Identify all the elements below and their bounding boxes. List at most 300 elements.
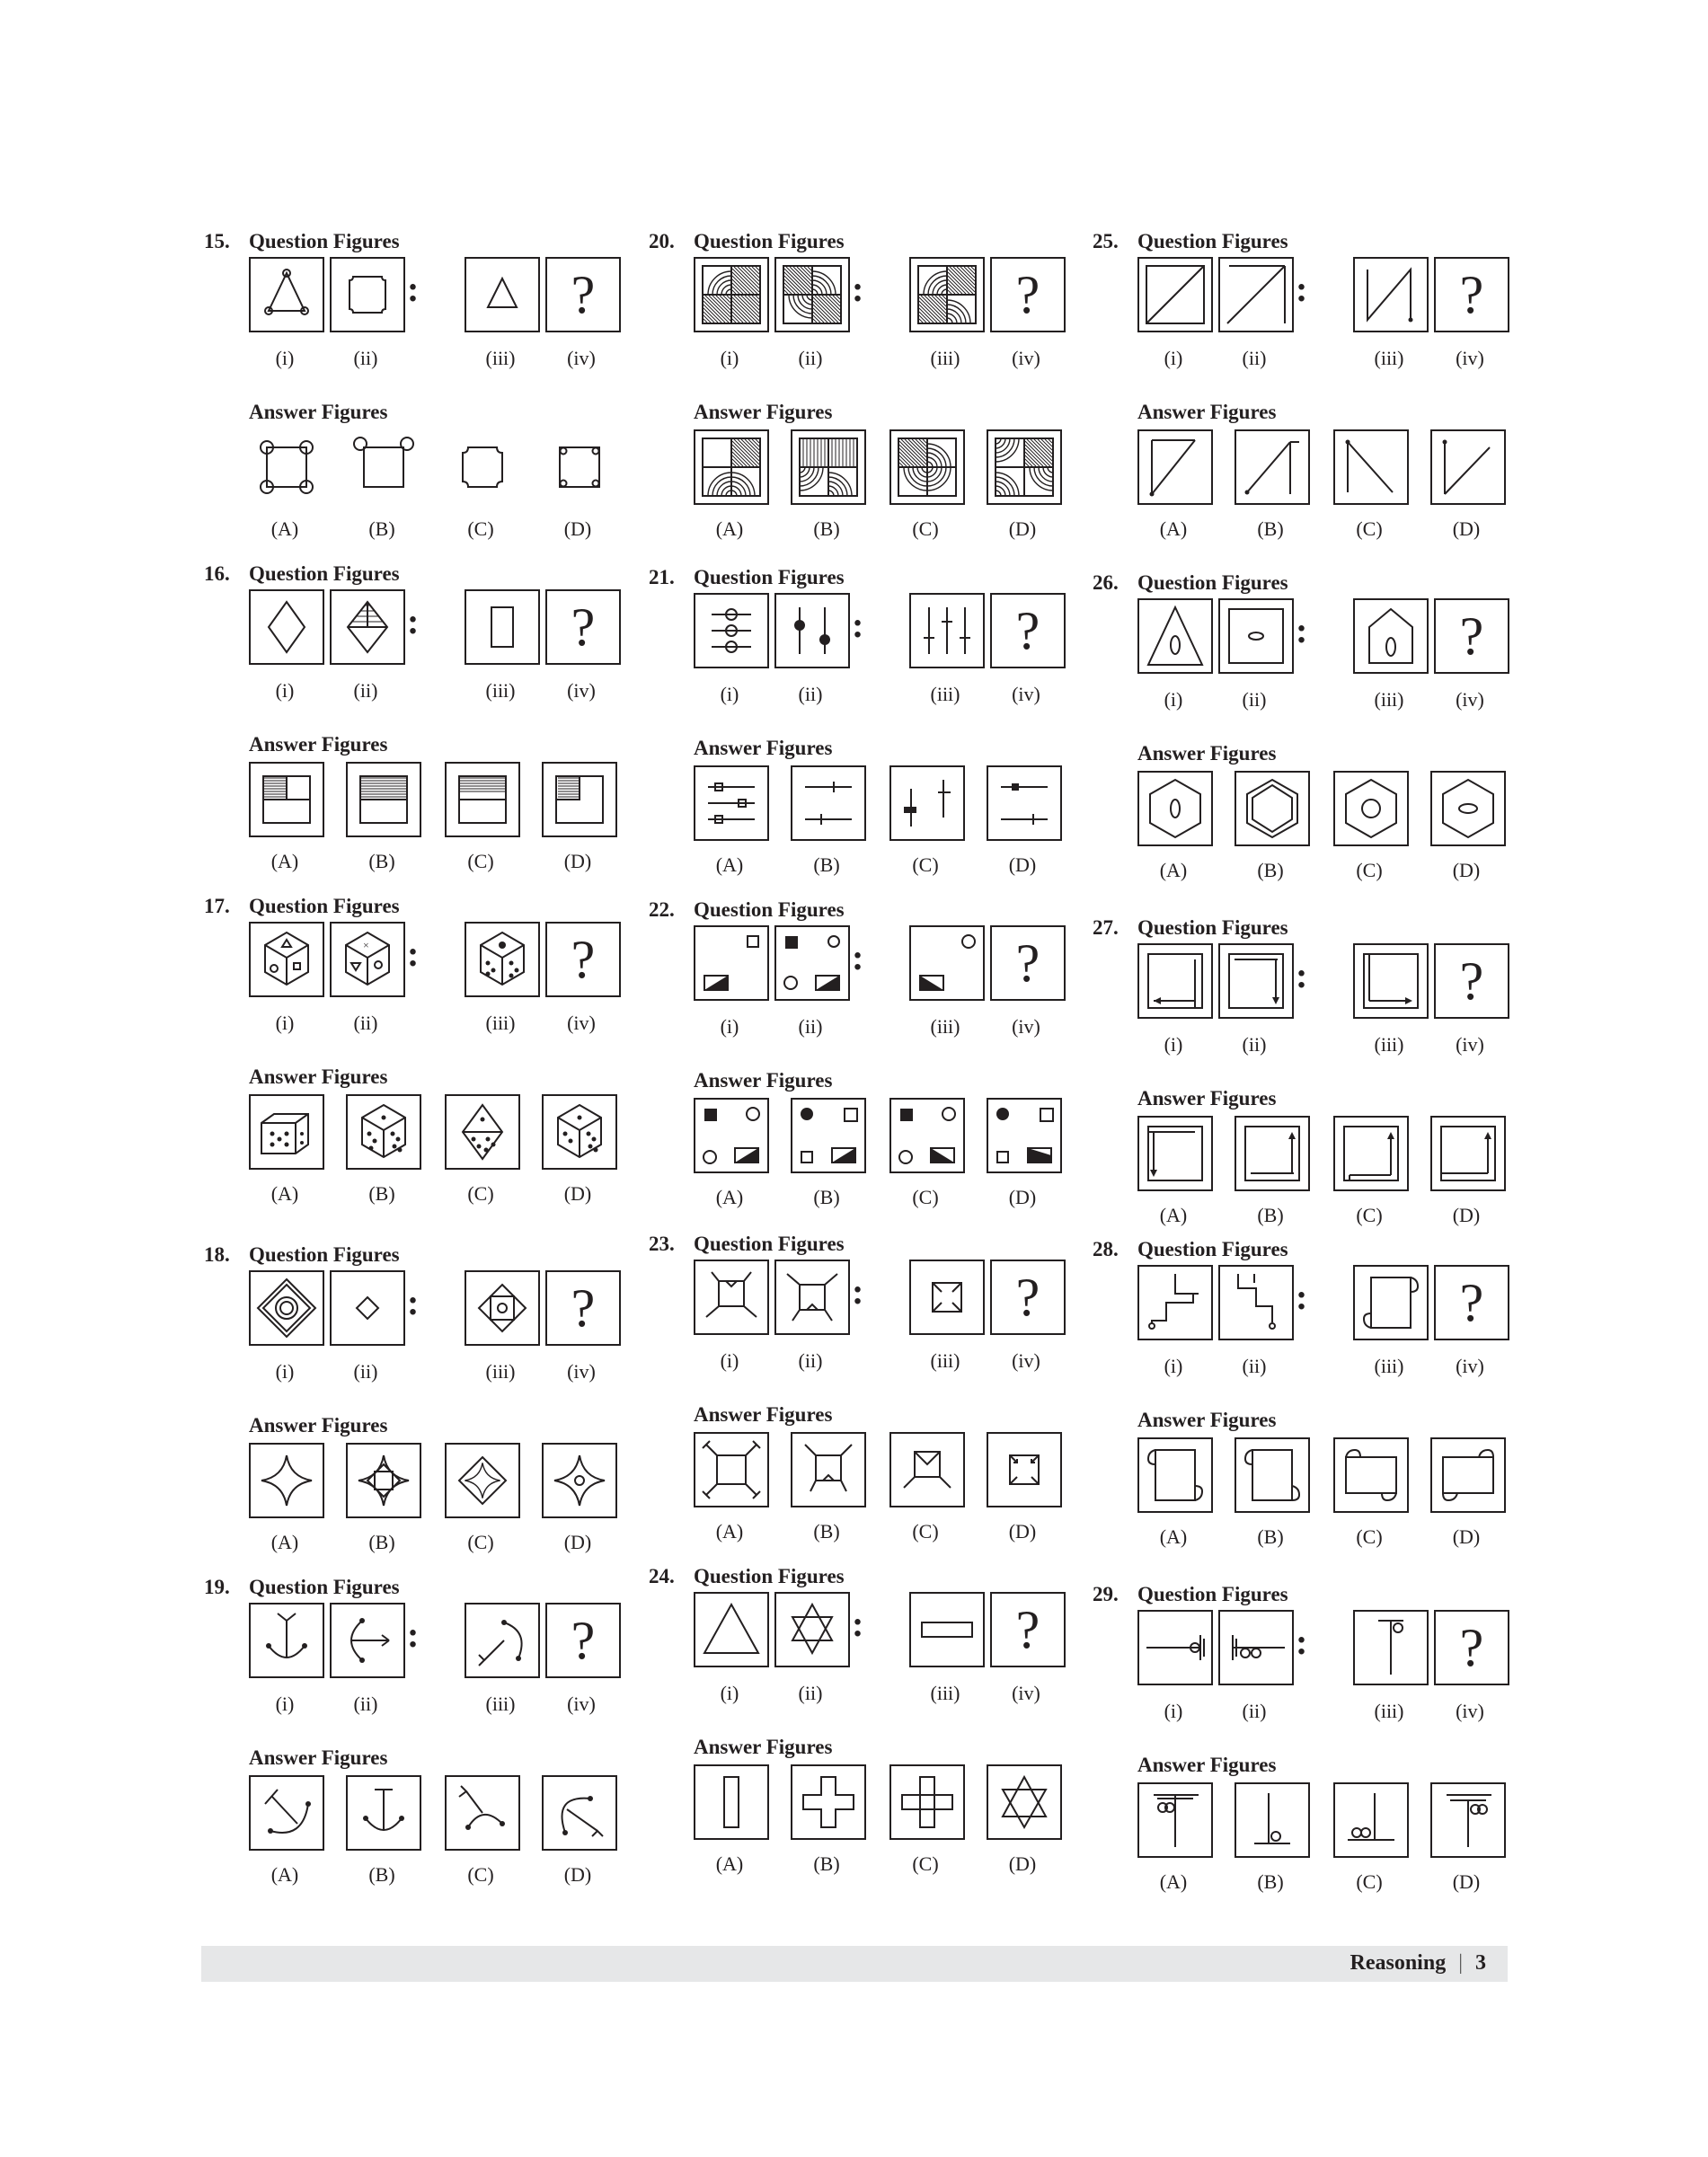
question-figure-iii — [465, 589, 540, 665]
unknown-figure-mark: ? — [571, 1611, 596, 1670]
answer-figures-row — [694, 1764, 1071, 1840]
answer-figures-heading: Answer Figures — [694, 1736, 833, 1758]
answer-drawing — [1432, 773, 1504, 844]
figure-iii-drawing — [911, 1261, 983, 1333]
question-figure-iii — [909, 925, 985, 1001]
figure-drawing — [1220, 1612, 1292, 1684]
answer-option-B[interactable] — [1235, 1437, 1310, 1513]
answer-label: (B) — [1257, 859, 1284, 881]
figure-drawing — [695, 927, 767, 999]
answer-drawing — [1432, 1118, 1504, 1189]
answer-option-D[interactable] — [542, 429, 617, 505]
question-figure-i — [694, 925, 769, 1001]
answer-drawing — [348, 1445, 420, 1516]
question-number: 26. — [1093, 571, 1119, 594]
question-label: (ii) — [1242, 1700, 1267, 1722]
question-label: (iv) — [567, 1693, 596, 1715]
answer-option-A[interactable] — [1137, 771, 1213, 846]
answer-figures-row — [694, 1098, 1071, 1173]
unknown-figure-mark: ? — [1459, 606, 1484, 666]
figure-drawing — [332, 591, 403, 663]
question-figure-iv — [1434, 598, 1509, 674]
question-figure-iv — [990, 1260, 1066, 1335]
answer-figures-heading: Answer Figures — [694, 401, 833, 423]
answer-figures-heading: Answer Figures — [694, 1069, 833, 1092]
answer-option-A[interactable] — [694, 1098, 769, 1173]
figure-drawing — [251, 591, 323, 663]
answer-drawing — [348, 431, 420, 503]
question-figure-iii — [465, 922, 540, 997]
answer-option-B[interactable] — [346, 1094, 421, 1170]
answer-figures-row — [1137, 429, 1515, 505]
answer-drawing — [251, 1777, 323, 1849]
answer-drawing — [447, 431, 518, 503]
answer-figures-heading: Answer Figures — [1137, 1409, 1277, 1431]
question-label: (ii) — [798, 1349, 823, 1372]
answer-option-D[interactable] — [542, 1443, 617, 1518]
answer-option-B[interactable] — [1235, 771, 1310, 846]
question-figure-ii — [774, 1260, 850, 1335]
answer-label: (D) — [1008, 1520, 1037, 1543]
question-label: (iv) — [1456, 1355, 1484, 1377]
question-figure-ii — [330, 1270, 405, 1346]
question-heading — [204, 562, 400, 586]
answer-option-C[interactable] — [889, 429, 965, 505]
figure-drawing — [251, 259, 323, 331]
question-label: (ii) — [798, 347, 823, 369]
question-label: (iv) — [567, 347, 596, 369]
answer-option-A[interactable] — [694, 765, 769, 841]
answer-option-C[interactable] — [1333, 1116, 1409, 1191]
answer-figures-row — [249, 1094, 626, 1170]
question-label: (ii) — [1242, 347, 1267, 369]
answer-option-D[interactable] — [1430, 771, 1506, 846]
answer-drawing — [1236, 431, 1308, 503]
answer-figures-row — [249, 1443, 626, 1518]
question-number: 27. — [1093, 916, 1119, 939]
answer-label: (D) — [563, 850, 592, 872]
ratio-separator: : — [407, 933, 420, 974]
answer-label: (D) — [1452, 517, 1481, 540]
answer-figures-row — [1137, 1437, 1515, 1513]
question-figures-row — [249, 589, 626, 665]
question-figure-i — [694, 1260, 769, 1335]
answer-figures-heading: Answer Figures — [1137, 401, 1277, 423]
question-figures-heading: Question Figures — [694, 1233, 845, 1255]
answer-drawing — [1236, 1439, 1308, 1511]
figure-iii-drawing — [466, 259, 538, 331]
question-figure-iv — [1434, 1610, 1509, 1685]
answer-figures-heading: Answer Figures — [249, 1065, 388, 1088]
question-figure-i — [249, 922, 324, 997]
question-figures-row — [249, 1603, 626, 1678]
figure-iii-drawing — [466, 1604, 538, 1676]
question-label: (ii) — [353, 1693, 378, 1715]
answer-drawing — [988, 1766, 1060, 1838]
question-label: (iii) — [485, 1360, 516, 1383]
unknown-figure-mark: ? — [1015, 933, 1040, 993]
question-label: (iii) — [930, 1349, 960, 1372]
question-label: (iv) — [1456, 1033, 1484, 1056]
question-figure-labels — [1137, 347, 1515, 370]
figure-drawing — [251, 1272, 323, 1344]
answer-option-C[interactable] — [1333, 771, 1409, 846]
question-figure-ii — [1218, 943, 1294, 1019]
question-figure-labels — [694, 1682, 1071, 1705]
figure-iii-drawing — [1355, 1267, 1427, 1339]
question-figure-iii — [465, 1603, 540, 1678]
answer-option-D[interactable] — [987, 1098, 1062, 1173]
answer-option-D[interactable] — [987, 1432, 1062, 1507]
question-label: (iv) — [567, 679, 596, 702]
answer-figure-labels — [1137, 517, 1515, 541]
answer-drawing — [447, 764, 518, 835]
question-label: (i) — [1164, 1033, 1183, 1056]
question-label: (iii) — [930, 1015, 960, 1038]
answer-option-B[interactable] — [791, 1098, 866, 1173]
answer-option-A[interactable] — [249, 1094, 324, 1170]
question-figures-row — [1137, 1265, 1515, 1340]
question-figure-labels — [1137, 1355, 1515, 1378]
answer-drawing — [348, 1777, 420, 1849]
answer-drawing — [1139, 1118, 1211, 1189]
answer-label: (A) — [715, 853, 744, 876]
question-heading — [204, 1576, 400, 1599]
question-figure-iv — [545, 1270, 621, 1346]
figure-drawing — [695, 1594, 767, 1666]
answer-drawing — [1335, 1118, 1407, 1189]
ratio-separator: : — [1296, 269, 1308, 309]
question-label: (ii) — [353, 347, 378, 369]
question-figure-iii — [1353, 943, 1429, 1019]
answer-option-D[interactable] — [1430, 1782, 1506, 1858]
footer-subject: Reasoning — [1350, 1951, 1447, 1975]
question-figure-ii — [330, 589, 405, 665]
answer-option-C[interactable] — [889, 1432, 965, 1507]
figure-drawing — [1220, 1267, 1292, 1339]
answer-option-C[interactable] — [445, 1443, 520, 1518]
answer-label: (A) — [270, 1182, 299, 1205]
question-figure-iv — [990, 257, 1066, 332]
answer-drawing — [695, 767, 767, 839]
question-figures-heading: Question Figures — [249, 895, 400, 917]
answer-drawing — [1432, 431, 1504, 503]
answer-option-C[interactable] — [1333, 429, 1409, 505]
answer-option-D[interactable] — [987, 1764, 1062, 1840]
question-heading — [649, 566, 845, 589]
question-label: (i) — [720, 1349, 739, 1372]
answer-option-A[interactable] — [694, 429, 769, 505]
question-figure-iii — [909, 593, 985, 668]
answer-label: (B) — [813, 853, 840, 876]
question-label: (i) — [1164, 1355, 1183, 1377]
question-figure-labels — [249, 1360, 626, 1383]
answer-drawing — [1236, 1784, 1308, 1856]
question-29 — [1093, 1583, 1560, 1893]
question-figures-row — [694, 925, 1071, 1001]
answer-drawing — [1335, 1784, 1407, 1856]
question-label: (ii) — [1242, 688, 1267, 711]
question-heading — [649, 1233, 845, 1256]
answer-option-A[interactable] — [249, 429, 324, 505]
answer-drawing — [251, 1096, 323, 1168]
figure-drawing — [1139, 945, 1211, 1017]
figure-drawing — [1139, 1267, 1211, 1339]
question-label: (iv) — [567, 1360, 596, 1383]
answer-label: (A) — [715, 1852, 744, 1875]
answer-drawing — [544, 1445, 615, 1516]
figure-drawing — [1139, 1612, 1211, 1684]
answer-figure-labels — [1137, 859, 1515, 882]
question-figure-iii — [909, 257, 985, 332]
question-label: (i) — [275, 1012, 295, 1034]
answer-label: (A) — [1159, 1870, 1188, 1893]
answer-option-B[interactable] — [346, 1775, 421, 1851]
question-figure-ii — [774, 1592, 850, 1667]
answer-option-B[interactable] — [791, 1432, 866, 1507]
question-figure-i — [694, 257, 769, 332]
answer-option-C[interactable] — [445, 762, 520, 837]
ratio-separator: : — [852, 269, 864, 309]
answer-option-B[interactable] — [1235, 1782, 1310, 1858]
answer-option-A[interactable] — [1137, 429, 1213, 505]
answer-option-A[interactable] — [1137, 1782, 1213, 1858]
answer-option-B[interactable] — [791, 765, 866, 841]
question-figure-iv — [990, 925, 1066, 1001]
question-heading — [204, 230, 400, 253]
answer-figure-labels — [1137, 1525, 1515, 1549]
figure-iii-drawing — [466, 1272, 538, 1344]
answer-label: (D) — [563, 517, 592, 540]
question-heading — [1093, 230, 1288, 253]
answer-option-D[interactable] — [987, 429, 1062, 505]
question-heading — [1093, 1238, 1288, 1261]
answer-option-D[interactable] — [987, 765, 1062, 841]
answer-label: (D) — [1452, 1204, 1481, 1226]
answer-label: (C) — [912, 853, 939, 876]
answer-option-A[interactable] — [249, 1443, 324, 1518]
answer-option-D[interactable] — [1430, 429, 1506, 505]
answer-option-A[interactable] — [694, 1764, 769, 1840]
answer-option-B[interactable] — [346, 1443, 421, 1518]
answer-label: (D) — [1452, 1870, 1481, 1893]
figure-iii-drawing — [911, 259, 983, 331]
question-figure-labels — [1137, 1033, 1515, 1056]
answer-drawing — [988, 1434, 1060, 1506]
page-number: 3 — [1475, 1951, 1486, 1975]
question-label: (iii) — [1374, 1700, 1404, 1722]
question-figure-iii — [465, 1270, 540, 1346]
figure-drawing — [776, 927, 848, 999]
answer-drawing — [1335, 431, 1407, 503]
question-figures-row — [694, 257, 1071, 332]
unknown-figure-mark: ? — [571, 265, 596, 324]
question-heading — [1093, 916, 1288, 940]
answer-label: (A) — [270, 1531, 299, 1553]
figure-drawing — [251, 924, 323, 995]
answer-figures-heading: Answer Figures — [694, 1403, 833, 1426]
question-number: 16. — [204, 562, 230, 585]
figure-drawing — [1139, 600, 1211, 672]
question-figures-heading: Question Figures — [249, 562, 400, 585]
answer-figure-labels — [1137, 1870, 1515, 1894]
ratio-separator: : — [852, 605, 864, 645]
answer-figures-row — [249, 429, 626, 505]
figure-drawing — [332, 1604, 403, 1676]
answer-option-C[interactable] — [445, 429, 520, 505]
question-19 — [204, 1576, 671, 1886]
answer-label: (B) — [368, 1863, 395, 1886]
answer-option-A[interactable] — [1137, 1437, 1213, 1513]
answer-drawing — [988, 1100, 1060, 1171]
question-figure-ii — [330, 922, 405, 997]
question-label: (iii) — [485, 1012, 516, 1034]
answer-drawing — [251, 431, 323, 503]
answer-figures-heading: Answer Figures — [1137, 1754, 1277, 1776]
unknown-figure-mark: ? — [571, 1278, 596, 1338]
answer-option-B[interactable] — [346, 429, 421, 505]
answer-option-C[interactable] — [1333, 1437, 1409, 1513]
footer-divider: | — [1458, 1951, 1463, 1975]
answer-figures-row — [249, 762, 626, 837]
question-figure-labels — [694, 683, 1071, 706]
answer-label: (C) — [1356, 1525, 1383, 1548]
answer-drawing — [348, 764, 420, 835]
answer-label: (C) — [1356, 1870, 1383, 1893]
answer-option-A[interactable] — [249, 762, 324, 837]
question-label: (ii) — [353, 1012, 378, 1034]
question-figure-iv — [1434, 257, 1509, 332]
unknown-figure-mark: ? — [571, 930, 596, 989]
answer-option-A[interactable] — [694, 1432, 769, 1507]
question-figure-iv — [545, 922, 621, 997]
answer-option-B[interactable] — [1235, 1116, 1310, 1191]
unknown-figure-mark: ? — [1015, 265, 1040, 324]
question-figures-row — [694, 593, 1071, 668]
question-figure-ii — [1218, 598, 1294, 674]
answer-drawing — [348, 1096, 420, 1168]
answer-drawing — [792, 1434, 864, 1506]
question-figure-i — [249, 257, 324, 332]
answer-option-C[interactable] — [445, 1775, 520, 1851]
question-figure-i — [1137, 598, 1213, 674]
answer-drawing — [447, 1445, 518, 1516]
figure-drawing — [695, 595, 767, 667]
question-28 — [1093, 1238, 1560, 1548]
question-figure-iv — [1434, 943, 1509, 1019]
question-label: (i) — [275, 679, 295, 702]
question-21 — [649, 566, 1116, 876]
answer-label: (A) — [715, 1186, 744, 1208]
answer-drawing — [792, 1766, 864, 1838]
ratio-separator: : — [1296, 1277, 1308, 1317]
answer-option-C[interactable] — [889, 765, 965, 841]
answer-option-B[interactable] — [1235, 429, 1310, 505]
question-figure-i — [1137, 1610, 1213, 1685]
answer-option-C[interactable] — [445, 1094, 520, 1170]
answer-label: (A) — [715, 1520, 744, 1543]
question-figures-heading: Question Figures — [1137, 1583, 1288, 1605]
figure-iii-drawing — [911, 927, 983, 999]
question-figure-iv — [990, 593, 1066, 668]
question-figures-heading: Question Figures — [694, 566, 845, 588]
answer-option-B[interactable] — [346, 762, 421, 837]
question-figures-row — [249, 922, 626, 997]
answer-label: (B) — [813, 1520, 840, 1543]
answer-option-A[interactable] — [1137, 1116, 1213, 1191]
answer-drawing — [891, 767, 963, 839]
answer-label: (D) — [563, 1182, 592, 1205]
answer-label: (A) — [270, 850, 299, 872]
answer-option-C[interactable] — [889, 1764, 965, 1840]
answer-label: (D) — [1008, 517, 1037, 540]
answer-label: (C) — [912, 1520, 939, 1543]
question-number: 28. — [1093, 1238, 1119, 1260]
question-label: (i) — [1164, 347, 1183, 369]
question-26 — [1093, 571, 1560, 881]
answer-figure-labels — [1137, 1204, 1515, 1227]
unknown-figure-mark: ? — [571, 597, 596, 657]
question-25 — [1093, 230, 1560, 540]
answer-figures-row — [1137, 1116, 1515, 1191]
question-figure-labels — [1137, 1700, 1515, 1723]
question-figures-row — [249, 257, 626, 332]
figure-drawing — [1139, 259, 1211, 331]
answer-figures-heading: Answer Figures — [249, 1746, 388, 1769]
answer-option-D[interactable] — [542, 1775, 617, 1851]
ratio-separator: : — [852, 937, 864, 977]
answer-drawing — [891, 1100, 963, 1171]
question-label: (iv) — [1456, 347, 1484, 369]
answer-drawing — [1432, 1439, 1504, 1511]
question-label: (i) — [1164, 1700, 1183, 1722]
answer-option-C[interactable] — [889, 1098, 965, 1173]
answer-label: (D) — [1452, 859, 1481, 881]
answer-figures-row — [694, 765, 1071, 841]
answer-drawing — [695, 1766, 767, 1838]
answer-drawing — [544, 1096, 615, 1168]
answer-option-D[interactable] — [542, 762, 617, 837]
answer-option-D[interactable] — [542, 1094, 617, 1170]
answer-drawing — [792, 1100, 864, 1171]
answer-option-D[interactable] — [1430, 1437, 1506, 1513]
answer-label: (C) — [912, 1186, 939, 1208]
answer-option-B[interactable] — [791, 1764, 866, 1840]
answer-label: (D) — [1008, 853, 1037, 876]
answer-option-B[interactable] — [791, 429, 866, 505]
figure-drawing — [332, 259, 403, 331]
question-figure-labels — [249, 679, 626, 703]
question-figure-iii — [909, 1260, 985, 1335]
answer-label: (C) — [467, 1182, 494, 1205]
question-figure-ii — [1218, 257, 1294, 332]
answer-option-C[interactable] — [1333, 1782, 1409, 1858]
question-figure-iii — [1353, 598, 1429, 674]
answer-drawing — [1139, 1439, 1211, 1511]
answer-drawing — [891, 1434, 963, 1506]
answer-label: (C) — [912, 1852, 939, 1875]
question-figure-iv — [545, 257, 621, 332]
answer-drawing — [792, 431, 864, 503]
answer-option-D[interactable] — [1430, 1116, 1506, 1191]
answer-drawing — [1139, 1784, 1211, 1856]
answer-label: (B) — [1257, 1870, 1284, 1893]
answer-option-A[interactable] — [249, 1775, 324, 1851]
unknown-figure-mark: ? — [1459, 1618, 1484, 1677]
question-number: 20. — [649, 230, 675, 252]
question-label: (i) — [275, 1693, 295, 1715]
question-number: 23. — [649, 1233, 675, 1255]
